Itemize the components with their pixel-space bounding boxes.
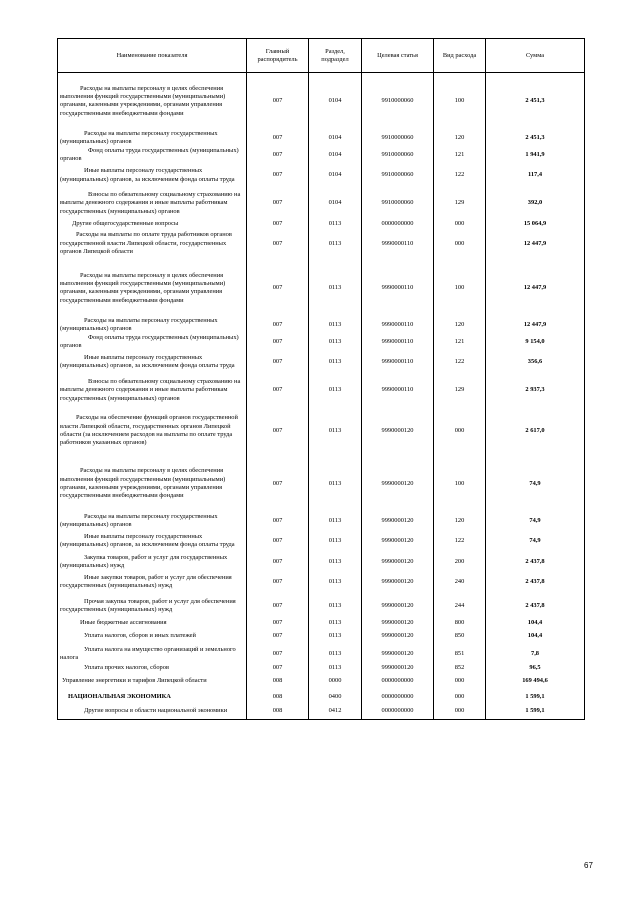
- row-name-cell: Расходы на выплаты по оплате труда работников органов государственной власти Липецкой области, государственных органов Липецкой области: [58, 228, 247, 260]
- row-razdel-cell: 0104: [309, 164, 362, 188]
- row-grbs-cell: 008: [247, 672, 309, 689]
- row-vr-cell: 000: [434, 406, 486, 455]
- row-sum-cell: 169 494,6: [486, 672, 585, 689]
- row-cs-cell: 9990000110: [362, 260, 434, 317]
- row-sum-cell: 74,9: [486, 512, 585, 529]
- table-row: [58, 228, 585, 260]
- row-sum-cell: 12 447,9: [486, 260, 585, 317]
- row-razdel-cell: 0104: [309, 130, 362, 147]
- table-row: [58, 529, 585, 553]
- row-grbs-cell: 007: [247, 570, 309, 594]
- row-grbs-cell: 007: [247, 260, 309, 317]
- row-name-cell: НАЦИОНАЛЬНАЯ ЭКОНОМИКА: [58, 689, 247, 704]
- table-row: [58, 374, 585, 406]
- row-sum-cell: 1 599,1: [486, 704, 585, 719]
- row-vr-cell: 120: [434, 130, 486, 147]
- row-vr-cell: 100: [434, 260, 486, 317]
- row-razdel-cell: 0104: [309, 188, 362, 220]
- row-cs-cell: 9990000110: [362, 334, 434, 351]
- row-cs-cell: 9990000120: [362, 570, 434, 594]
- row-razdel-cell: 0113: [309, 570, 362, 594]
- row-name-cell: Взносы по обязательному социальному страхованию на выплаты денежного содержания и иные выплаты работникам государственных (муниципальных) органов: [58, 374, 247, 406]
- row-cs-cell: 9990000120: [362, 663, 434, 672]
- table-header-row: [58, 39, 585, 73]
- table-row: [58, 164, 585, 188]
- table-row: [58, 553, 585, 570]
- row-vr-cell: 850: [434, 627, 486, 645]
- table-row: [58, 220, 585, 228]
- row-razdel-cell: 0113: [309, 512, 362, 529]
- row-sum-cell: 104,4: [486, 618, 585, 627]
- row-vr-cell: 000: [434, 228, 486, 260]
- row-grbs-cell: 007: [247, 130, 309, 147]
- row-grbs-cell: 008: [247, 689, 309, 704]
- row-sum-cell: 12 447,9: [486, 228, 585, 260]
- row-cs-cell: 9990000120: [362, 627, 434, 645]
- row-cs-cell: 9990000110: [362, 350, 434, 374]
- row-cs-cell: 9910000060: [362, 73, 434, 130]
- row-name-cell: Иные выплаты персоналу государственных (муниципальных) органов, за исключением фонда оплаты труда: [58, 164, 247, 188]
- row-razdel-cell: 0113: [309, 334, 362, 351]
- row-grbs-cell: 007: [247, 455, 309, 512]
- row-vr-cell: 244: [434, 594, 486, 618]
- row-name-cell: Прочая закупка товаров, работ и услуг для обеспечения государственных (муниципальных) нужд: [58, 594, 247, 618]
- row-grbs-cell: 007: [247, 663, 309, 672]
- table-row: [58, 618, 585, 627]
- row-sum-cell: 117,4: [486, 164, 585, 188]
- row-razdel-cell: 0113: [309, 220, 362, 228]
- row-vr-cell: 121: [434, 147, 486, 164]
- row-sum-cell: 392,0: [486, 188, 585, 220]
- row-grbs-cell: 007: [247, 594, 309, 618]
- row-vr-cell: 852: [434, 663, 486, 672]
- row-name-cell: Фонд оплаты труда государственных (муниципальных) органов: [58, 147, 247, 164]
- table-body: [58, 73, 585, 720]
- row-razdel-cell: 0000: [309, 672, 362, 689]
- row-razdel-cell: 0113: [309, 627, 362, 645]
- row-razdel-cell: 0113: [309, 228, 362, 260]
- row-name-cell: Расходы на выплаты персоналу государственных (муниципальных) органов: [58, 130, 247, 147]
- row-sum-cell: 12 447,9: [486, 317, 585, 334]
- row-cs-cell: 9990000120: [362, 406, 434, 455]
- row-grbs-cell: 007: [247, 406, 309, 455]
- row-sum-cell: 2 937,3: [486, 374, 585, 406]
- table-row: [58, 260, 585, 317]
- table-row: [58, 512, 585, 529]
- row-name-cell: Иные закупки товаров, работ и услуг для обеспечения государственных (муниципальных) нужд: [58, 570, 247, 594]
- row-razdel-cell: 0113: [309, 455, 362, 512]
- row-cs-cell: 0000000000: [362, 220, 434, 228]
- row-razdel-cell: 0400: [309, 689, 362, 704]
- row-name-cell: Расходы на выплаты персоналу в целях обеспечения выполнения функций государственными (муниципальными) органами, казенными учреждениями, органами управления государственными внебюджетными фондами: [58, 455, 247, 512]
- row-cs-cell: 9990000120: [362, 594, 434, 618]
- header-grbs: Главный распорядитель: [247, 39, 309, 73]
- row-razdel-cell: 0104: [309, 147, 362, 164]
- row-cs-cell: 9910000060: [362, 188, 434, 220]
- table-row: [58, 130, 585, 147]
- row-grbs-cell: 007: [247, 350, 309, 374]
- row-name-cell: Уплата налогов, сборов и иных платежей: [58, 627, 247, 645]
- row-sum-cell: 2 617,0: [486, 406, 585, 455]
- table-row: [58, 317, 585, 334]
- row-name-cell: Уплата налога на имущество организаций и земельного налога: [58, 645, 247, 663]
- table-row: [58, 188, 585, 220]
- header-cs: Целевая статья: [362, 39, 434, 73]
- row-vr-cell: 000: [434, 672, 486, 689]
- row-grbs-cell: 007: [247, 374, 309, 406]
- row-vr-cell: 122: [434, 350, 486, 374]
- row-cs-cell: 9990000110: [362, 317, 434, 334]
- page-number: 67: [584, 861, 593, 870]
- row-cs-cell: 0000000000: [362, 689, 434, 704]
- row-sum-cell: 96,5: [486, 663, 585, 672]
- row-name-cell: Управление энергетики и тарифов Липецкой области: [58, 672, 247, 689]
- row-name-cell: Расходы на выплаты персоналу в целях обеспечения выполнения функций государственными (муниципальными) органами, казенными учреждениями, органами управления государственными внебюджетными фондами: [58, 73, 247, 130]
- row-grbs-cell: 007: [247, 529, 309, 553]
- row-razdel-cell: 0113: [309, 645, 362, 663]
- row-razdel-cell: 0113: [309, 260, 362, 317]
- header-vr: Вид расхода: [434, 39, 486, 73]
- row-name-cell: Расходы на выплаты персоналу государственных (муниципальных) органов: [58, 317, 247, 334]
- row-name-cell: Иные выплаты персоналу государственных (муниципальных) органов, за исключением фонда оплаты труда: [58, 529, 247, 553]
- row-razdel-cell: 0113: [309, 317, 362, 334]
- row-vr-cell: 000: [434, 689, 486, 704]
- row-name-cell: Уплата прочих налогов, сборов: [58, 663, 247, 672]
- row-razdel-cell: 0113: [309, 350, 362, 374]
- row-grbs-cell: 007: [247, 627, 309, 645]
- table-row: [58, 406, 585, 455]
- row-vr-cell: 120: [434, 317, 486, 334]
- row-razdel-cell: 0113: [309, 529, 362, 553]
- row-cs-cell: 9990000120: [362, 645, 434, 663]
- row-vr-cell: 122: [434, 164, 486, 188]
- row-sum-cell: 7,8: [486, 645, 585, 663]
- row-cs-cell: 9910000060: [362, 147, 434, 164]
- row-vr-cell: 240: [434, 570, 486, 594]
- table-row: [58, 455, 585, 512]
- row-razdel-cell: 0113: [309, 663, 362, 672]
- header-razdel: Раздел, подраздел: [309, 39, 362, 73]
- row-vr-cell: 129: [434, 374, 486, 406]
- row-grbs-cell: 007: [247, 188, 309, 220]
- row-grbs-cell: 007: [247, 228, 309, 260]
- table-row: [58, 704, 585, 719]
- row-grbs-cell: 007: [247, 317, 309, 334]
- table-row: [58, 350, 585, 374]
- row-name-cell: Другие вопросы в области национальной экономики: [58, 704, 247, 719]
- row-vr-cell: 121: [434, 334, 486, 351]
- row-grbs-cell: 007: [247, 334, 309, 351]
- row-grbs-cell: 007: [247, 553, 309, 570]
- row-vr-cell: 100: [434, 455, 486, 512]
- row-name-cell: Другие общегосударственные вопросы: [58, 220, 247, 228]
- table-row: [58, 147, 585, 164]
- row-grbs-cell: 007: [247, 164, 309, 188]
- table-row: [58, 73, 585, 130]
- row-razdel-cell: 0104: [309, 73, 362, 130]
- header-name: Наименование показателя: [58, 39, 247, 73]
- header-sum: Сумма: [486, 39, 585, 73]
- row-sum-cell: 2 451,3: [486, 130, 585, 147]
- table-row: [58, 689, 585, 704]
- row-sum-cell: 2 437,8: [486, 553, 585, 570]
- row-sum-cell: 1 941,9: [486, 147, 585, 164]
- row-name-cell: Взносы по обязательному социальному страхованию на выплаты денежного содержания и иные выплаты работникам государственных (муниципальных) органов: [58, 188, 247, 220]
- row-razdel-cell: 0113: [309, 618, 362, 627]
- row-name-cell: Расходы на обеспечение функций органов государственной власти Липецкой области, государственных органов Липецкой области (за исключением расходов на выплаты по оплате труда работников указанных органов): [58, 406, 247, 455]
- row-cs-cell: 9910000060: [362, 164, 434, 188]
- row-sum-cell: 2 437,8: [486, 570, 585, 594]
- row-name-cell: Иные выплаты персоналу государственных (муниципальных) органов, за исключением фонда оплаты труда: [58, 350, 247, 374]
- row-sum-cell: 356,6: [486, 350, 585, 374]
- table-row: [58, 672, 585, 689]
- table-row: [58, 645, 585, 663]
- table-row: [58, 570, 585, 594]
- row-cs-cell: 9990000110: [362, 228, 434, 260]
- row-razdel-cell: 0113: [309, 406, 362, 455]
- table-row: [58, 663, 585, 672]
- row-vr-cell: 100: [434, 73, 486, 130]
- row-vr-cell: 000: [434, 220, 486, 228]
- row-grbs-cell: 007: [247, 645, 309, 663]
- row-cs-cell: 0000000000: [362, 704, 434, 719]
- table-row: [58, 594, 585, 618]
- row-name-cell: Закупка товаров, работ и услуг для государственных (муниципальных) нужд: [58, 553, 247, 570]
- row-cs-cell: 9990000120: [362, 553, 434, 570]
- budget-table: [57, 38, 585, 720]
- row-grbs-cell: 007: [247, 73, 309, 130]
- row-grbs-cell: 008: [247, 704, 309, 719]
- row-sum-cell: 2 437,8: [486, 594, 585, 618]
- row-sum-cell: 1 599,1: [486, 689, 585, 704]
- row-razdel-cell: 0113: [309, 374, 362, 406]
- row-cs-cell: 9990000120: [362, 512, 434, 529]
- row-razdel-cell: 0412: [309, 704, 362, 719]
- row-vr-cell: 122: [434, 529, 486, 553]
- row-razdel-cell: 0113: [309, 553, 362, 570]
- row-sum-cell: 104,4: [486, 627, 585, 645]
- row-cs-cell: 9990000120: [362, 529, 434, 553]
- row-grbs-cell: 007: [247, 220, 309, 228]
- row-cs-cell: 9910000060: [362, 130, 434, 147]
- table-row: [58, 334, 585, 351]
- row-vr-cell: 800: [434, 618, 486, 627]
- row-name-cell: Расходы на выплаты персоналу государственных (муниципальных) органов: [58, 512, 247, 529]
- row-vr-cell: 851: [434, 645, 486, 663]
- row-vr-cell: 120: [434, 512, 486, 529]
- row-razdel-cell: 0113: [309, 594, 362, 618]
- row-grbs-cell: 007: [247, 147, 309, 164]
- row-cs-cell: 9990000120: [362, 618, 434, 627]
- row-cs-cell: 9990000110: [362, 374, 434, 406]
- row-name-cell: Иные бюджетные ассигнования: [58, 618, 247, 627]
- table-row: [58, 627, 585, 645]
- row-name-cell: Фонд оплаты труда государственных (муниципальных) органов: [58, 334, 247, 351]
- row-cs-cell: 0000000000: [362, 672, 434, 689]
- row-grbs-cell: 007: [247, 512, 309, 529]
- row-cs-cell: 9990000120: [362, 455, 434, 512]
- row-sum-cell: 9 154,0: [486, 334, 585, 351]
- row-name-cell: Расходы на выплаты персоналу в целях обеспечения выполнения функций государственными (муниципальными) органами, казенными учреждениями, органами управления государственными внебюджетными фондами: [58, 260, 247, 317]
- row-sum-cell: 74,9: [486, 455, 585, 512]
- row-grbs-cell: 007: [247, 618, 309, 627]
- row-vr-cell: 000: [434, 704, 486, 719]
- row-vr-cell: 200: [434, 553, 486, 570]
- row-vr-cell: 129: [434, 188, 486, 220]
- row-sum-cell: 2 451,3: [486, 73, 585, 130]
- row-sum-cell: 15 064,9: [486, 220, 585, 228]
- row-sum-cell: 74,9: [486, 529, 585, 553]
